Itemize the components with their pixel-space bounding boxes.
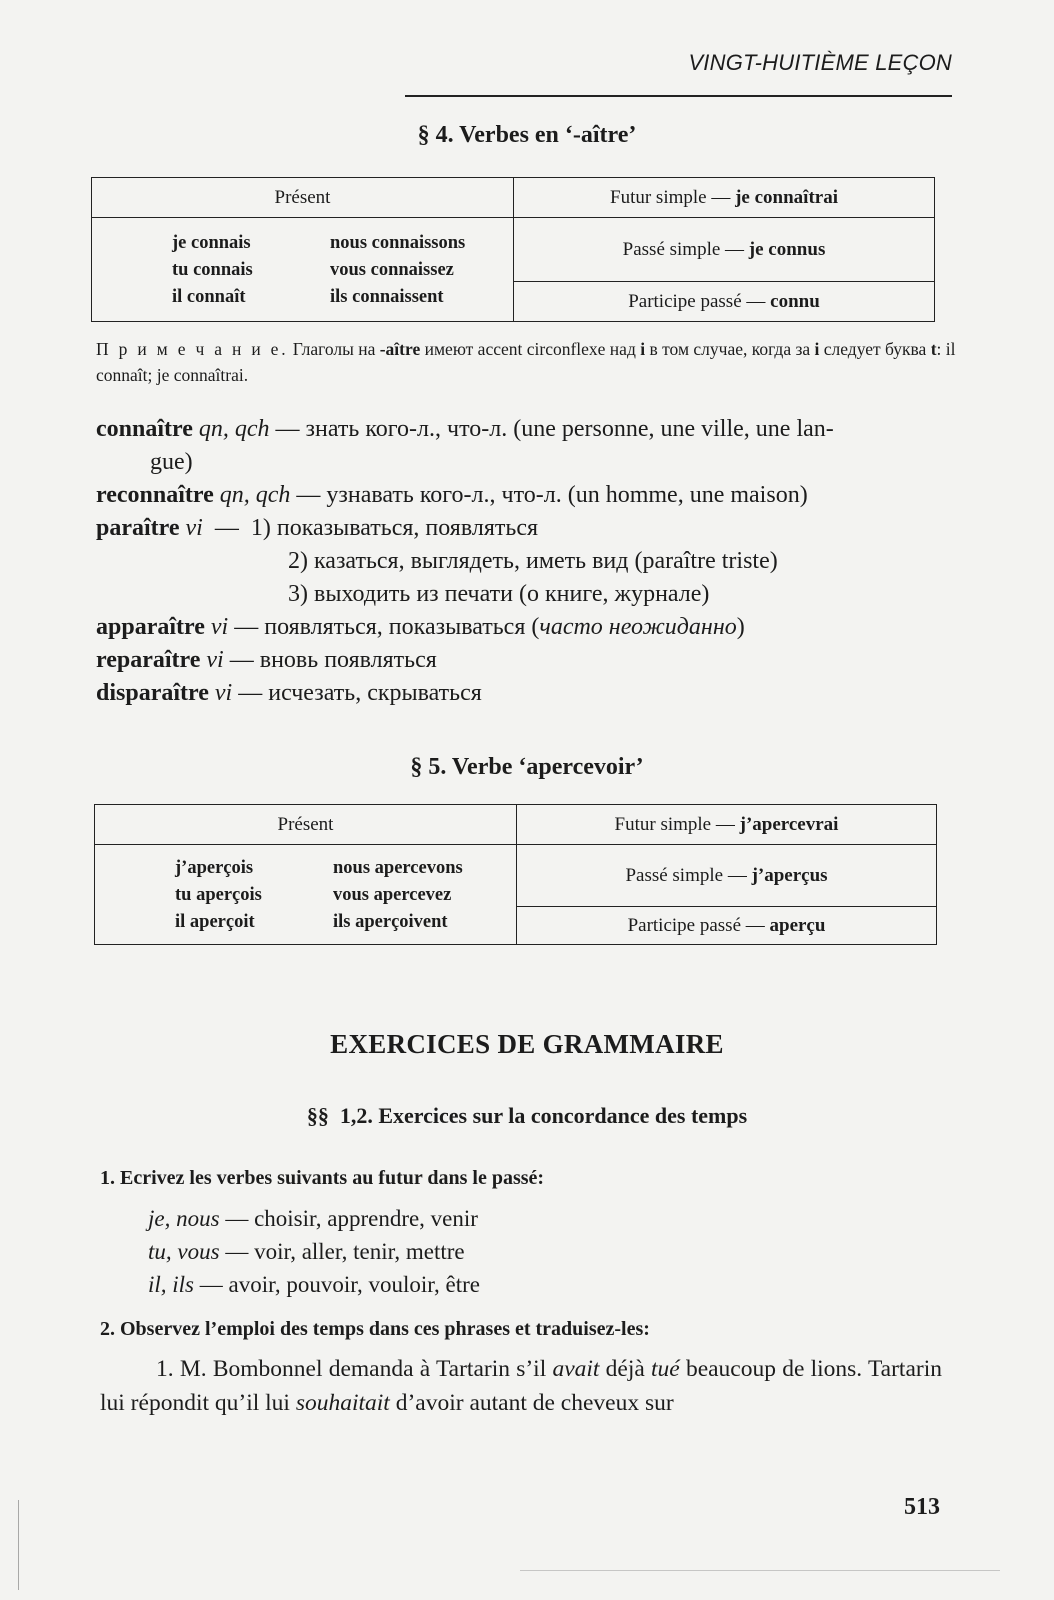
exercise-2-text: [100, 1352, 942, 1420]
scan-margin-mark: [18, 1500, 25, 1590]
vocab-grammar: vi: [179, 515, 203, 541]
note-text: Глаголы на: [288, 339, 380, 359]
note: [96, 336, 958, 388]
pronouns: il, ils: [148, 1272, 195, 1297]
form-vous: vous apercevez: [333, 884, 452, 905]
vocab-word: disparaître: [96, 680, 209, 706]
participe-value: connu: [770, 290, 820, 312]
running-head: VINGT-HUITIÈME LEÇON: [688, 50, 952, 75]
paragraph-text: 1. M. Bombonnel demanda à Tartarin s’il: [156, 1356, 553, 1382]
vocab-translation: ): [736, 614, 745, 640]
exercises-title: EXERCICES DE GRAMMAIRE: [330, 1029, 724, 1059]
vocab-entry: [96, 479, 956, 512]
note-text: следует буква: [819, 339, 931, 359]
passe-cell: [514, 218, 935, 282]
section-4-title: § 4. Verbes en ‘-aître’: [417, 122, 637, 148]
exercise-item: [148, 1202, 948, 1235]
passe-value: je connus: [748, 238, 826, 260]
present-forms: [92, 230, 513, 310]
present-forms-cell: [95, 845, 517, 945]
participe-label: Participe passé —: [627, 914, 770, 936]
exercise-1-title: 1. Ecrivez les verbes suivants au futur dans le passé:: [100, 1167, 545, 1189]
vocab-entry: [96, 512, 956, 545]
passe-label: Passé simple —: [622, 238, 749, 260]
form-ils: ils connaissent: [330, 286, 444, 307]
section-5-title: § 5. Verbe ‘apercevoir’: [410, 754, 644, 780]
italic-verb: souhaitait: [295, 1390, 390, 1416]
note-text: в том случае, когда за: [645, 339, 815, 359]
note-bold: t: [930, 339, 937, 359]
italic-verb: avait: [552, 1356, 600, 1382]
exercises-subtitle: §§ 1,2. Exercices sur la concordance des temps: [306, 1103, 748, 1128]
pronouns: je, nous: [148, 1206, 220, 1231]
futur-label: Futur simple —: [610, 186, 736, 208]
paragraph-text: beaucoup de lions. Tartarin lui répondit qu’il lui: [100, 1356, 942, 1416]
vocab-translation: — исчезать, скрываться: [232, 680, 482, 706]
conjugation-table-apercevoir: [94, 804, 937, 945]
present-header: Présent: [92, 178, 514, 218]
passe-label: Passé simple —: [625, 864, 752, 886]
passe-cell: [517, 845, 937, 907]
vocab-sense: 2) казаться, выглядеть, иметь вид (paraître triste): [288, 548, 778, 574]
exercise-item: [148, 1268, 948, 1301]
note-bold: i: [814, 339, 820, 359]
form-nous: nous connaissons: [330, 232, 466, 253]
present-header: Présent: [95, 805, 517, 845]
present-forms-cell: [92, 218, 514, 322]
form-tu: tu aperçois: [175, 884, 262, 905]
note-text: имеют accent circonflexe над: [420, 339, 641, 359]
form-il: il connaît: [172, 286, 246, 307]
form-nous: nous apercevons: [333, 857, 463, 878]
vocabulary-list: [96, 413, 956, 710]
futur-value: j’apercevrai: [739, 813, 839, 835]
italic-verb: tué: [651, 1356, 680, 1382]
vocab-word: reconnaître: [96, 482, 214, 508]
vocab-translation: — вновь появляться: [223, 647, 437, 673]
vocab-grammar: qn, qch: [192, 416, 270, 442]
note-prefix: П р и м е ч а н и е.: [96, 339, 289, 359]
header-rule: [405, 95, 952, 97]
vocab-grammar: vi: [204, 614, 229, 640]
vocab-translation: — знать кого-л., что-л. (une personne, une ville, une lan-: [269, 416, 834, 442]
vocab-word: reparaître: [96, 647, 201, 673]
vocab-entry: [96, 413, 956, 446]
vocab-word: connaître: [96, 416, 193, 442]
participe-value: aperçu: [769, 914, 826, 936]
vocab-entry: [96, 677, 956, 710]
vocab-entry: [96, 611, 956, 644]
vocab-grammar: vi: [200, 647, 224, 673]
vocab-continuation: gue): [150, 449, 193, 475]
scan-bottom-edge: [520, 1570, 1000, 1571]
verbs: — choisir, apprendre, venir: [219, 1206, 478, 1231]
note-bold: -aître: [379, 339, 421, 359]
vocab-grammar: vi: [208, 680, 233, 706]
participe-label: Participe passé —: [628, 290, 771, 312]
form-vous: vous connaissez: [330, 259, 454, 280]
form-il: il aperçoit: [175, 911, 255, 932]
conjugation-table-connaitre: [91, 177, 935, 322]
form-tu: tu connais: [172, 259, 253, 280]
present-forms: [95, 855, 516, 935]
exercise-2-title: 2. Observez l’emploi des temps dans ces phrases et traduisez-les:: [100, 1318, 650, 1340]
form-je: j’aperçois: [175, 857, 254, 878]
page-number: 513: [904, 1494, 940, 1520]
vocab-translation: — 1) показываться, появляться: [202, 515, 539, 541]
verbs: — voir, aller, tenir, mettre: [219, 1239, 465, 1264]
vocab-word: paraître: [96, 515, 180, 541]
futur-cell: [514, 178, 935, 218]
participe-cell: [517, 907, 937, 945]
futur-label: Futur simple —: [614, 813, 740, 835]
vocab-italic-note: часто неожиданно: [539, 614, 737, 640]
participe-cell: [514, 282, 935, 322]
futur-cell: [517, 805, 937, 845]
paragraph-text: d’avoir autant de cheveux sur: [389, 1390, 674, 1416]
vocab-sense: 3) выходить из печати (о книге, журнале): [288, 581, 710, 607]
vocab-word: apparaître: [96, 614, 205, 640]
exercise-1-items: [148, 1202, 948, 1301]
form-je: je connais: [172, 232, 251, 253]
verbs: — avoir, pouvoir, vouloir, être: [194, 1272, 480, 1297]
passe-value: j’aperçus: [751, 864, 828, 886]
vocab-entry: [96, 644, 956, 677]
futur-value: je connaîtrai: [735, 186, 838, 208]
pronouns: tu, vous: [148, 1239, 220, 1264]
note-bold: i: [640, 339, 646, 359]
form-ils: ils aperçoivent: [333, 911, 448, 932]
note-text: : il connaît; je connaîtrai.: [96, 339, 956, 385]
vocab-translation: — узнавать кого-л., что-л. (un homme, une maison): [290, 482, 808, 508]
vocab-translation: — появляться, показываться (: [228, 614, 540, 640]
exercise-item: [148, 1235, 948, 1268]
vocab-grammar: qn, qch: [213, 482, 291, 508]
paragraph-text: déjà: [599, 1356, 652, 1382]
